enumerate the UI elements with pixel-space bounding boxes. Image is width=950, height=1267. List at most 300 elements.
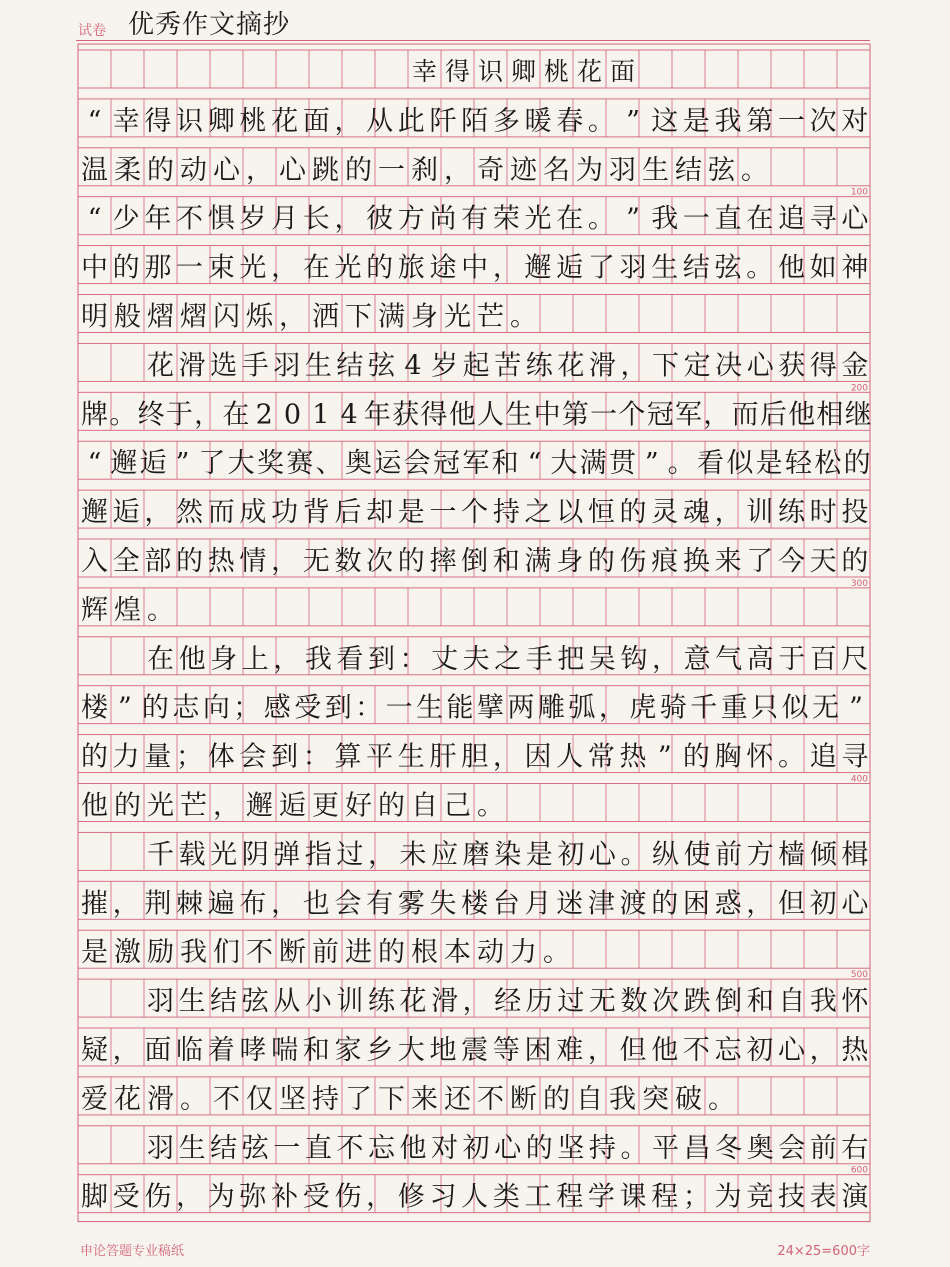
essay-char: ， — [366, 1181, 394, 1213]
essay-char: 冬 — [715, 1132, 743, 1164]
essay-char: 的 — [651, 888, 679, 920]
essay-char: 。 — [777, 741, 805, 773]
essay-char: ， — [334, 105, 362, 137]
essay-char: 应 — [431, 839, 459, 871]
essay-char: 。 — [620, 839, 648, 871]
essay-char: 心 — [279, 154, 306, 186]
essay-char: 。 — [477, 790, 504, 822]
essay-char: 能 — [446, 692, 474, 724]
essay-title-char: 幸 — [411, 57, 438, 86]
essay-char: 来 — [411, 1083, 438, 1115]
essay-char: 贯 — [609, 448, 636, 480]
essay-char: 胆 — [461, 741, 489, 773]
essay-char: 身 — [556, 546, 584, 577]
essay-char: 无 — [588, 986, 616, 1018]
essay-char: 练 — [777, 497, 805, 529]
essay-char: 入 — [81, 546, 108, 577]
essay-char: 倾 — [809, 839, 837, 871]
essay-char: 过 — [557, 986, 585, 1018]
essay-char: 我 — [651, 203, 679, 235]
essay-char: 在 — [556, 203, 584, 235]
essay-char: 他 — [399, 1132, 427, 1164]
essay-char: 算 — [334, 741, 362, 773]
essay-char: 金 — [841, 350, 869, 382]
essay-char: 光 — [444, 301, 471, 333]
essay-char: 只 — [751, 692, 779, 724]
essay-char: 结 — [675, 154, 702, 186]
essay-char: 昌 — [683, 1132, 711, 1164]
essay-char: 高 — [746, 643, 774, 675]
essay-char: 技 — [777, 1181, 805, 1213]
essay-char: 花 — [271, 105, 299, 137]
essay-char: 平 — [652, 1132, 680, 1164]
essay-char: 根 — [411, 937, 438, 969]
essay-char: 后 — [334, 497, 362, 529]
essay-char: 疑 — [81, 1035, 108, 1066]
essay-char: 定 — [683, 350, 711, 382]
essay-char: 在 — [222, 399, 250, 431]
essay-char: 从 — [366, 105, 394, 137]
footer-paper-name: 申论答题专业稿纸 — [80, 1244, 185, 1259]
essay-char: 时 — [809, 497, 837, 529]
essay-char: 们 — [213, 937, 240, 969]
essay-char: 4 — [404, 350, 422, 382]
essay-char: 赛 — [286, 448, 314, 480]
essay-char: 一 — [385, 692, 413, 724]
essay-char: 弦 — [714, 252, 742, 284]
essay-char: 伤 — [334, 1181, 362, 1213]
essay-char: 次 — [652, 986, 680, 1018]
count-mark: 300 — [850, 578, 868, 589]
essay-char: 丈 — [431, 643, 459, 675]
essay-char: 也 — [302, 888, 330, 920]
essay-char: 程 — [556, 1181, 584, 1213]
essay-char: 迹 — [510, 154, 537, 186]
essay-char: 课 — [619, 1181, 647, 1213]
essay-char: 生 — [397, 741, 425, 773]
essay-char: 摧 — [81, 888, 108, 920]
essay-char: 奥 — [345, 448, 372, 480]
essay-char: 无 — [302, 546, 330, 577]
essay-char: 似 — [781, 692, 809, 724]
essay-char: 的 — [587, 546, 615, 577]
essay-char: 右 — [841, 1132, 869, 1164]
essay-char: 军 — [462, 448, 490, 480]
essay-char: 来 — [714, 546, 742, 577]
essay-char: 情 — [239, 546, 267, 577]
essay-char: ； — [682, 1181, 710, 1213]
essay-char: 会 — [403, 448, 431, 480]
essay-char: ， — [246, 154, 273, 186]
essay-char: 大 — [550, 448, 578, 480]
essay-char: 樯 — [778, 839, 806, 871]
essay-char: 月 — [524, 888, 552, 920]
essay-char: 类 — [492, 1181, 520, 1213]
essay-char: 楼 — [461, 888, 489, 920]
essay-char: 是 — [755, 448, 783, 480]
essay-char: 年 — [363, 399, 391, 431]
essay-char: 滑 — [588, 350, 616, 382]
essay-char: 中 — [461, 252, 489, 284]
essay-char: 功 — [271, 497, 299, 529]
essay-char: ， — [194, 399, 222, 431]
essay-char: 后 — [759, 399, 787, 431]
essay-char: 弦 — [241, 1132, 269, 1164]
essay-char: 不 — [682, 1035, 710, 1066]
essay-char: 训 — [336, 986, 364, 1018]
essay-char: 今 — [777, 546, 805, 577]
essay-char: 如 — [809, 252, 837, 284]
essay-char: 生 — [642, 154, 669, 186]
essay-char: 激 — [114, 937, 141, 969]
essay-char: 会 — [334, 888, 362, 920]
essay-char: 不 — [176, 203, 204, 235]
essay-char: 面 — [302, 105, 330, 137]
essay-char: 的 — [378, 790, 405, 822]
essay-char: 的 — [147, 154, 174, 186]
essay-char: 。 — [147, 594, 174, 626]
essay-char: 持 — [312, 1083, 339, 1115]
essay-char: 不 — [477, 1083, 504, 1115]
essay-char: 大 — [227, 448, 255, 480]
essay-char: 全 — [112, 546, 140, 577]
essay-char: 0 — [283, 399, 302, 431]
essay-char: 等 — [492, 1035, 520, 1066]
essay-char: 是 — [525, 839, 553, 871]
essay-char: 获 — [392, 399, 420, 431]
essay-char: 练 — [367, 986, 395, 1018]
essay-char: 于 — [778, 643, 806, 675]
essay-char: 。 — [667, 448, 695, 480]
essay-char: 他 — [448, 399, 476, 431]
essay-char: 初 — [809, 888, 837, 920]
essay-char: 载 — [178, 839, 206, 871]
essay-char: 己 — [444, 790, 471, 822]
essay-char: 的 — [366, 252, 394, 284]
essay-char: 乡 — [366, 1035, 394, 1066]
essay-char: 生 — [651, 252, 679, 284]
essay-char: 倒 — [461, 546, 489, 577]
essay-char: 不 — [246, 937, 273, 969]
essay-char: ， — [620, 350, 648, 382]
essay-char: 的 — [378, 937, 405, 969]
essay-char: 痕 — [651, 546, 679, 577]
essay-char: 棘 — [176, 888, 204, 920]
essay-char: 弦 — [241, 986, 269, 1018]
essay-char: ， — [492, 741, 520, 773]
essay-char: 是 — [81, 937, 108, 969]
essay-char: 我 — [609, 1083, 636, 1115]
essay-char: 心 — [841, 888, 869, 920]
essay-char: 逅 — [112, 497, 140, 529]
essay-char: 桃 — [239, 105, 267, 137]
essay-char: 次 — [366, 546, 394, 577]
essay-char: 在 — [746, 203, 774, 235]
essay-char: 演 — [841, 1181, 869, 1213]
essay-char: 。 — [587, 105, 615, 137]
essay-char: 尺 — [841, 643, 869, 675]
essay-char: 换 — [682, 546, 710, 577]
essay-char: 卿 — [207, 105, 235, 137]
essay-char: 热 — [207, 546, 235, 577]
essay-char: 他 — [788, 399, 816, 431]
essay-char: 力 — [112, 741, 140, 773]
essay-char: 历 — [525, 986, 553, 1018]
essay-char: 会 — [778, 1132, 806, 1164]
essay-char: 寻 — [841, 741, 869, 773]
essay-char: 羽 — [273, 350, 301, 382]
essay-char: 荣 — [492, 203, 520, 235]
essay-char: 不 — [336, 1132, 364, 1164]
essay-char: 志 — [172, 692, 200, 724]
essay-char: 不 — [213, 1083, 240, 1115]
essay-char: 会 — [239, 741, 267, 773]
essay-char: 怀 — [746, 741, 774, 773]
header-title: 优秀作文摘抄 — [128, 10, 291, 40]
essay-char: 选 — [210, 350, 238, 382]
essay-char: 熠 — [147, 301, 174, 333]
essay-char: 无 — [812, 692, 840, 724]
essay-char: 热 — [841, 1035, 869, 1066]
essay-char: 彼 — [366, 203, 394, 235]
essay-char: 表 — [809, 1181, 837, 1213]
essay-char: 逅 — [556, 252, 584, 284]
essay-char: 名 — [543, 154, 570, 186]
essay-char: 幸 — [112, 105, 140, 137]
essay-char: ， — [703, 399, 731, 431]
count-mark: 400 — [850, 774, 868, 785]
essay-char: 奖 — [257, 448, 284, 480]
essay-char: 千 — [147, 839, 174, 871]
essay-char: 的 — [114, 790, 141, 822]
essay-char: 补 — [271, 1181, 299, 1213]
essay-char: 忘 — [367, 1132, 395, 1164]
essay-char: ， — [112, 1035, 140, 1066]
essay-title-char: 得 — [444, 57, 471, 86]
essay-char: 体 — [207, 741, 235, 773]
essay-char: 方 — [397, 203, 425, 235]
essay-char: 于 — [165, 399, 193, 431]
essay-char: 刹 — [411, 154, 438, 186]
essay-char: ” — [657, 741, 672, 773]
essay-char: 仅 — [246, 1083, 273, 1115]
essay-char: 轻 — [785, 448, 812, 480]
essay-char: 束 — [207, 252, 235, 284]
essay-char: 生 — [178, 1132, 206, 1164]
essay-char: 。 — [109, 399, 137, 431]
essay-char: 第 — [746, 105, 774, 137]
essay-char: 百 — [809, 643, 837, 675]
essay-char: 伤 — [619, 546, 647, 577]
essay-char: 苦 — [494, 350, 522, 382]
essay-char: 逅 — [139, 448, 167, 480]
essay-char: 进 — [345, 937, 372, 969]
essay-char: 方 — [746, 839, 774, 871]
essay-char: 忘 — [714, 1035, 742, 1066]
count-mark: 100 — [850, 187, 868, 198]
essay-char: 虎 — [629, 692, 657, 724]
essay-char: 而 — [207, 497, 235, 529]
essay-char: 布 — [239, 888, 267, 920]
essay-char: 擘 — [477, 692, 504, 724]
essay-char: 邂 — [246, 790, 273, 822]
essay-char: 动 — [477, 937, 504, 969]
essay-char: 芒 — [477, 301, 504, 333]
essay-char: 。 — [620, 1132, 648, 1164]
essay-char: 坚 — [279, 1083, 306, 1115]
header-label: 试卷 — [78, 23, 106, 39]
essay-char: 光 — [147, 790, 174, 822]
footer-word-count: 24×25=600字 — [777, 1244, 870, 1259]
essay-char: 明 — [81, 301, 108, 333]
essay-char: 突 — [642, 1083, 669, 1115]
essay-char: 楼 — [81, 692, 108, 724]
essay-char: 喘 — [271, 1035, 299, 1066]
essay-char: 到 — [367, 643, 395, 675]
essay-char: 自 — [576, 1083, 603, 1115]
essay-char: 的 — [843, 448, 871, 480]
essay-char: ， — [271, 546, 299, 577]
essay-char: 指 — [304, 839, 332, 871]
essay-char: 下 — [378, 1083, 405, 1115]
essay-char: 满 — [524, 546, 552, 577]
essay-char: 修 — [397, 1181, 425, 1213]
essay-char: 手 — [525, 643, 553, 675]
essay-char: 一 — [176, 252, 204, 284]
essay-char: ” — [626, 105, 640, 137]
essay-char: 难 — [556, 1035, 584, 1066]
essay-char: 使 — [683, 839, 711, 871]
essay-char: 滑 — [178, 350, 206, 382]
essay-char: 我 — [304, 643, 332, 675]
essay-char: 邂 — [524, 252, 552, 284]
essay-char: 羽 — [609, 154, 636, 186]
essay-char: ， — [144, 497, 172, 529]
count-mark: 500 — [850, 970, 868, 981]
essay-char: 自 — [778, 986, 806, 1018]
essay-char: 感 — [263, 692, 291, 724]
essay-char: 一 — [378, 154, 405, 186]
essay-char: 破 — [675, 1083, 702, 1115]
essay-char: 芒 — [180, 790, 207, 822]
essay-char: 心 — [746, 350, 774, 382]
essay-char: 有 — [366, 888, 394, 920]
essay-char: 钩 — [620, 643, 648, 675]
count-mark: 200 — [850, 383, 868, 394]
essay-char: 满 — [579, 448, 607, 480]
essay-char: 动 — [180, 154, 207, 186]
essay-char: 闪 — [213, 301, 240, 333]
essay-char: 奥 — [746, 1132, 774, 1164]
essay-char: 和 — [302, 1035, 330, 1066]
essay-char: 对 — [841, 105, 869, 137]
essay-char: 背 — [302, 497, 330, 529]
essay-char: 心 — [841, 203, 869, 235]
essay-char: 到 — [271, 741, 299, 773]
essay-char: 但 — [619, 1035, 647, 1066]
essay-char: ” — [849, 692, 863, 724]
essay-char: 。 — [708, 1083, 735, 1115]
essay-char: 渡 — [619, 888, 647, 920]
essay-char: 煌 — [114, 594, 141, 626]
essay-char: 光 — [524, 203, 552, 235]
essay-char: 1 — [312, 399, 330, 431]
essay-char: 在 — [302, 252, 330, 284]
essay-char: 家 — [334, 1035, 362, 1066]
essay-char: 下 — [345, 301, 372, 333]
essay-char: 未 — [399, 839, 427, 871]
essay-char: 意 — [683, 643, 711, 675]
essay-char: 少 — [112, 203, 140, 235]
essay-char: 成 — [239, 497, 267, 529]
essay-char: ， — [587, 1035, 615, 1066]
essay-title-char: 花 — [576, 57, 603, 86]
essay-char: 纵 — [652, 839, 680, 871]
essay-char: 这 — [651, 105, 679, 137]
essay-char: 我 — [714, 105, 742, 137]
essay-char: 尚 — [429, 203, 457, 235]
essay-char: 到 — [324, 692, 352, 724]
essay-char: 还 — [444, 1083, 471, 1115]
essay-title-char: 卿 — [510, 57, 537, 86]
essay-char: 从 — [273, 986, 301, 1018]
essay-char: ， — [279, 301, 306, 333]
essay-char: 得 — [144, 105, 172, 137]
essay-char: 途 — [429, 252, 457, 284]
essay-char: 气 — [715, 643, 743, 675]
essay-char: 结 — [210, 1132, 238, 1164]
essay-char: 得 — [809, 350, 837, 382]
essay-char: 追 — [777, 203, 805, 235]
essay-char: 的 — [619, 497, 647, 529]
essay-char: 生 — [505, 399, 533, 431]
essay-char: 追 — [809, 741, 837, 773]
essay-char: 然 — [176, 497, 204, 529]
essay-char: 持 — [588, 1132, 616, 1164]
essay-char: ， — [652, 643, 680, 675]
essay-char: 坚 — [557, 1132, 585, 1164]
essay-char: 心 — [588, 839, 616, 871]
essay-char: 断 — [279, 937, 306, 969]
essay-char: 羽 — [147, 1132, 174, 1164]
essay-char: 洒 — [312, 301, 339, 333]
essay-char: “ — [527, 448, 542, 480]
essay-char: 是 — [397, 497, 425, 529]
essay-char: 断 — [510, 1083, 537, 1115]
essay-char: 一 — [429, 497, 457, 529]
essay-char: 运 — [374, 448, 402, 480]
essay-char: 结 — [210, 986, 238, 1018]
essay-char: “ — [87, 203, 102, 235]
essay-char: 花 — [557, 350, 585, 382]
essay-char: 初 — [557, 839, 585, 871]
essay-char: 惧 — [207, 203, 235, 235]
essay-char: ” — [118, 692, 132, 724]
essay-char: 手 — [241, 350, 269, 382]
essay-char: 月 — [271, 203, 299, 235]
essay-char: 为 — [576, 154, 603, 186]
essay-char: 惑 — [714, 888, 742, 920]
essay-char: 骑 — [659, 692, 687, 724]
essay-char: 他 — [81, 790, 108, 822]
essay-char: 初 — [746, 1035, 774, 1066]
essay-char: 次 — [809, 105, 837, 137]
essay-char: 滑 — [431, 986, 459, 1018]
essay-char: 逅 — [279, 790, 306, 822]
essay-char: 一 — [590, 399, 618, 431]
essay-char: 台 — [492, 888, 520, 920]
essay-char: 烁 — [246, 301, 273, 333]
